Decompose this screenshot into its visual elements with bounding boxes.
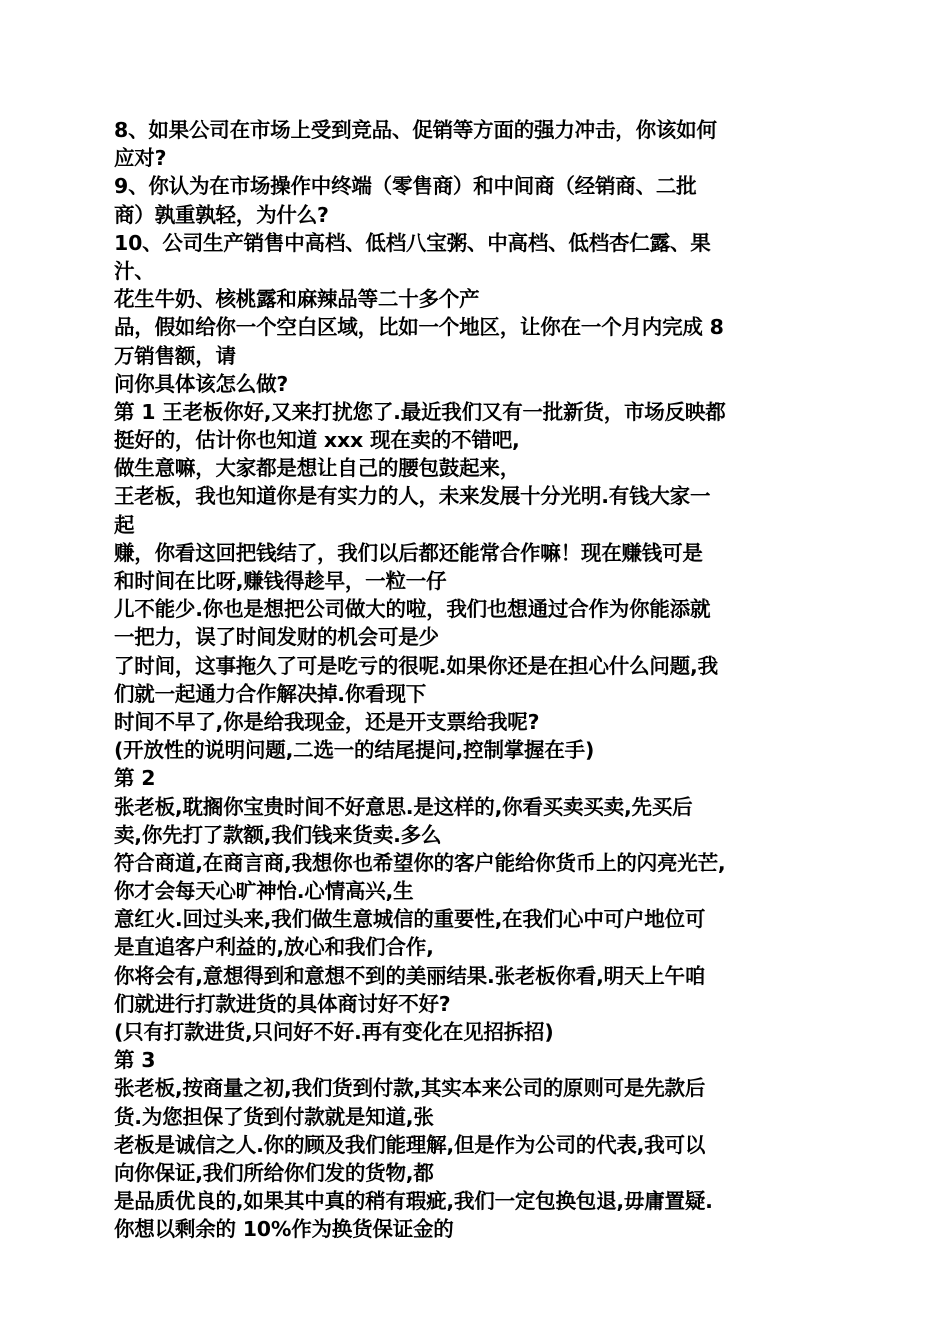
text-line: 商）孰重孰轻，为什么?: [114, 202, 329, 227]
text-line: 你想以剩余的 10%作为换货保证金的: [114, 1217, 454, 1242]
text-line: 符合商道,在商言商,我想你也希望你的客户能给你货币上的闪亮光芒,: [114, 850, 726, 875]
text-line: (只有打款进货,只问好不好.再有变化在见招拆招): [114, 1020, 554, 1044]
text-line: 做生意嘛，大家都是想让自己的腰包鼓起来，: [114, 456, 520, 481]
text-line: 了时间，这事拖久了可是吃亏的很呢.如果你还是在担心什么问题,我: [114, 653, 718, 678]
text-line: 第 2: [114, 766, 156, 791]
text-line: 卖,你先打了款额,我们钱来货卖.多么: [114, 822, 442, 847]
text-line: 万销售额，请: [114, 343, 236, 368]
text-line: 你才会每天心旷神怡.心情高兴,生: [114, 879, 414, 904]
text-line: 货.为您担保了货到付款就是知道,张: [114, 1104, 434, 1129]
text-line: 们就进行打款进货的具体商讨好不好?: [114, 991, 451, 1016]
text-line: 9、你认为在市场操作中终端（零售商）和中间商（经销商、二批: [114, 174, 697, 199]
text-line: 问你具体该怎么做?: [114, 371, 289, 396]
text-line: 向你保证,我们所给你们发的货物,都: [114, 1160, 434, 1185]
text-line: 儿不能少.你也是想把公司做大的啦，我们也想通过合作为你能添就: [114, 597, 711, 622]
text-line: 8、如果公司在市场上受到竞品、促销等方面的强力冲击，你该如何: [114, 118, 717, 142]
text-line: 你将会有,意想得到和意想不到的美丽结果.张老板你看,明天上午咱: [114, 963, 706, 988]
document-body: [114, 116, 844, 1244]
text-line: 起: [114, 512, 135, 537]
text-line: 第 1 王老板你好,又来打扰您了.最近我们又有一批新货，市场反映都: [114, 399, 726, 424]
text-line: 第 3: [114, 1048, 156, 1073]
text-line: 应对?: [114, 146, 167, 171]
text-line: 们就一起通力合作解决掉.你看现下: [114, 681, 427, 706]
text-line: 是品质优良的,如果其中真的稍有瑕疵,我们一定包换包退,毋庸置疑.: [114, 1189, 713, 1214]
text-line: 王老板，我也知道你是有实力的人，未来发展十分光明.有钱大家一: [114, 484, 711, 509]
text-line: (开放性的说明问题,二选一的结尾提问,控制掌握在手): [114, 738, 595, 763]
text-line: 和时间在比呀,赚钱得趁早，一粒一仔: [114, 569, 447, 593]
text-line: 张老板,按商量之初,我们货到付款,其实本来公司的原则可是先款后: [114, 1076, 706, 1101]
text-line: 汁、: [114, 258, 155, 283]
text-line: 老板是诚信之人.你的顾及我们能理解,但是作为公司的代表,我可以: [114, 1132, 706, 1157]
text-line: 10、公司生产销售中高档、低档八宝粥、中高档、低档杏仁露、果: [114, 230, 711, 255]
text-line: 是直追客户利益的,放心和我们合作,: [114, 935, 434, 960]
text-line: 花生牛奶、核桃露和麻辣品等二十多个产: [114, 287, 480, 312]
text-line: 意红火.回过头来,我们做生意城信的重要性,在我们心中可户地位可: [114, 907, 706, 932]
text-line: 品，假如给你一个空白区域，比如一个地区，让你在一个月内完成 8: [114, 315, 724, 340]
text-line: 挺好的，估计你也知道 xxx 现在卖的不错吧,: [114, 428, 520, 453]
text-line: 一把力，误了时间发财的机会可是少: [114, 625, 439, 650]
text-line: 张老板,耽搁你宝贵时间不好意思.是这样的,你看买卖买卖,先买后: [114, 794, 693, 819]
text-line: 时间不早了,你是给我现金，还是开支票给我呢?: [114, 709, 540, 734]
text-line: 赚，你看这回把钱结了，我们以后都还能常合作嘛！现在赚钱可是: [114, 540, 703, 565]
